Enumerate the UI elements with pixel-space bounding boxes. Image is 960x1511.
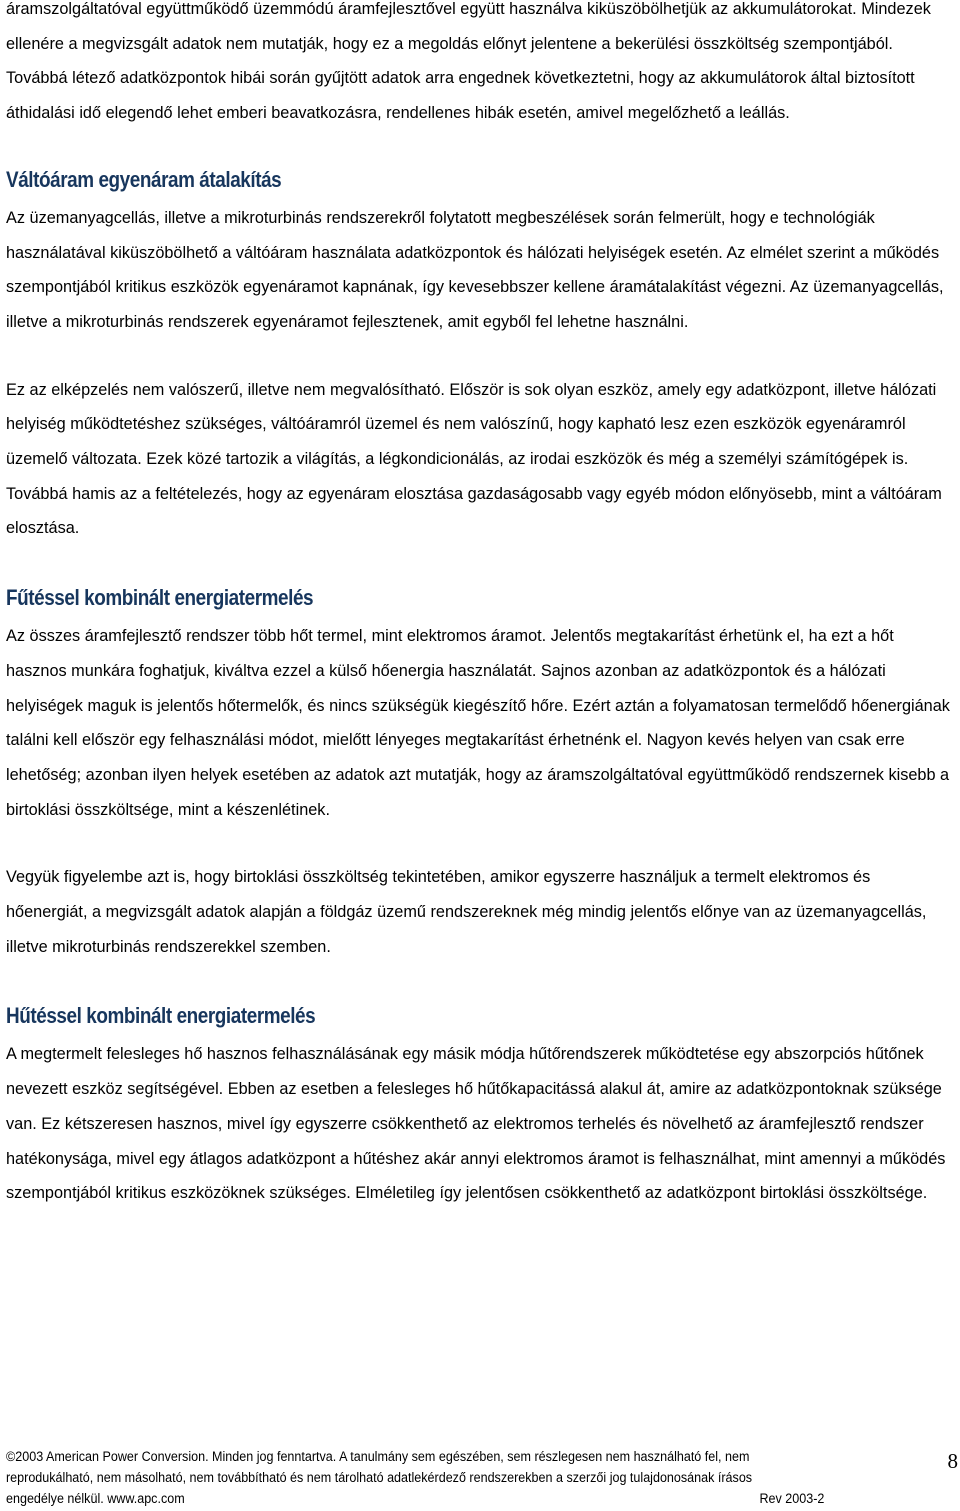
- footer-website: engedélye nélkül. www.apc.com: [6, 1491, 185, 1506]
- paragraph-ac-dc-2: Ez az elképzelés nem valószerű, illetve nem megvalósítható. Először is sok olyan eszköz, amely egy adatközpont, illetve hálózati helyiség működtetéshez szükséges, váltóáramról üzemel és nem valószínű, hogy kapható lesz ezen eszközök egyenáramról üzemelő változata. Ezek közé tartozik a világítás, a légkondicionálás, az irodai eszközök és még a személyi számítógépek is. Továbbá hamis az a feltételezés, hogy az egyenáram elosztása gazdaságosabb vagy egyéb módon előnyösebb, mint a váltóáram elosztása.: [6, 380, 942, 538]
- footer-copyright-line-2: reprodukálható, nem másolható, nem továbbítható és nem tárolható adatlekérdező rendszerekben a szerzői jog tulajdonosának írásos: [6, 1470, 753, 1485]
- section-heading-heating: Fűtéssel kombinált energiatermelés: [6, 585, 314, 611]
- footer-revision: Rev 2003-2: [759, 1491, 825, 1506]
- page-number: 8: [947, 1449, 958, 1473]
- paragraph-cooling-1: A megtermelt felesleges hő hasznos felhasználásának egy másik módja hűtőrendszerek működtetése egy abszorpciós hűtőnek nevezett eszköz segítségével. Ebben az esetben a felesleges hő hűtőkapacitássá alakul át, amire az adatközpontoknak szüksége van. Ez kétszeresen hasznos, mivel így egyszerre csökkenthető az elektromos terhelés és növelhető az áramfejlesztő rendszer hatékonysága, mivel egy átlagos adatközpont a hűtéshez akár annyi elektromos áramot is felhasználhat, mint amennyi a működés szempontjából kritikus eszközöknek szükséges. Elméletileg így jelentősen csökkenthető az adatközpont birtoklási összköltsége.: [6, 1045, 946, 1203]
- document-page: [6, 0, 956, 1211]
- section-heading-cooling: Hűtéssel kombinált energiatermelés: [6, 1003, 316, 1029]
- paragraph-heating-1: Az összes áramfejlesztő rendszer több hőt termel, mint elektromos áramot. Jelentős megtakarítást érhetünk el, ha ezt a hőt hasznos munkára foghatjuk, kiváltva ezzel a külső hőenergia használatát. Sajnos azonban az adatközpontok és a hálózati helyiségek maguk is jelentős hőtermelők, és nincs szükségük kiegészítő hőre. Ezért aztán a folyamatosan termelődő hőenergiának találni kell először egy felhasználási módot, mielőtt lényeges megtakarítást érhetnénk el. Nagyon kevés helyen van csak erre lehetőség; azonban ilyen helyek esetében az adatok azt mutatják, hogy az áramszolgáltatóval együttműködő rendszernek kisebb a birtoklási összköltsége, mint a készenlétinek.: [6, 627, 950, 819]
- footer-copyright-line: ©2003 American Power Conversion. Minden jog fenntartva. A tanulmány sem egészében, sem részlegesen nem használható fel, nem: [6, 1449, 750, 1464]
- section-heading-ac-dc: Váltóáram egyenáram átalakítás: [6, 166, 282, 192]
- paragraph-intro: áramszolgáltatóval együttműködő üzemmódú áramfejlesztővel együtt használva kiküszöbölhetjük az akkumulátorokat. Mindezek ellenére a megvizsgált adatok nem mutatják, hogy ez a megoldás előnyt jelentene a bekerülési összköltség szempontjából. Továbbá létező adatközpontok hibái során gyűjtött adatok arra engednek következtetni, hogy az akkumulátorok által biztosított áthidalási idő elegendő lehet emberi beavatkozásra, rendellenes hibák esetén, amivel megelőzhető a leállás.: [6, 0, 931, 123]
- paragraph-ac-dc-1: Az üzemanyagcellás, illetve a mikroturbinás rendszerekről folytatott megbeszélések során felmerült, hogy e technológiák használatával kiküszöbölhető a váltóáram használata adatközpontok és hálózati helyiségek esetén. Az elmélet szerint a működés szempontjából kritikus eszközök egyenáramot kapnának, így kevesebbszer kellene áramátalakítást végezni. Az üzemanyagcellás, illetve a mikroturbinás rendszerek egyenáramot fejlesztenek, amit egyből fel lehetne használni.: [6, 208, 944, 331]
- footer-bottom-row: [6, 1488, 824, 1509]
- page-footer: [6, 1446, 824, 1509]
- paragraph-heating-2: Vegyük figyelembe azt is, hogy birtoklási összköltség tekintetében, amikor egyszerre használjuk a termelt elektromos és hőenergiát, a megvizsgált adatok alapján a földgáz üzemű rendszereknek még mindig jelentős előnye van az üzemanyagcellás, illetve mikroturbinás rendszerekkel szemben.: [6, 868, 927, 956]
